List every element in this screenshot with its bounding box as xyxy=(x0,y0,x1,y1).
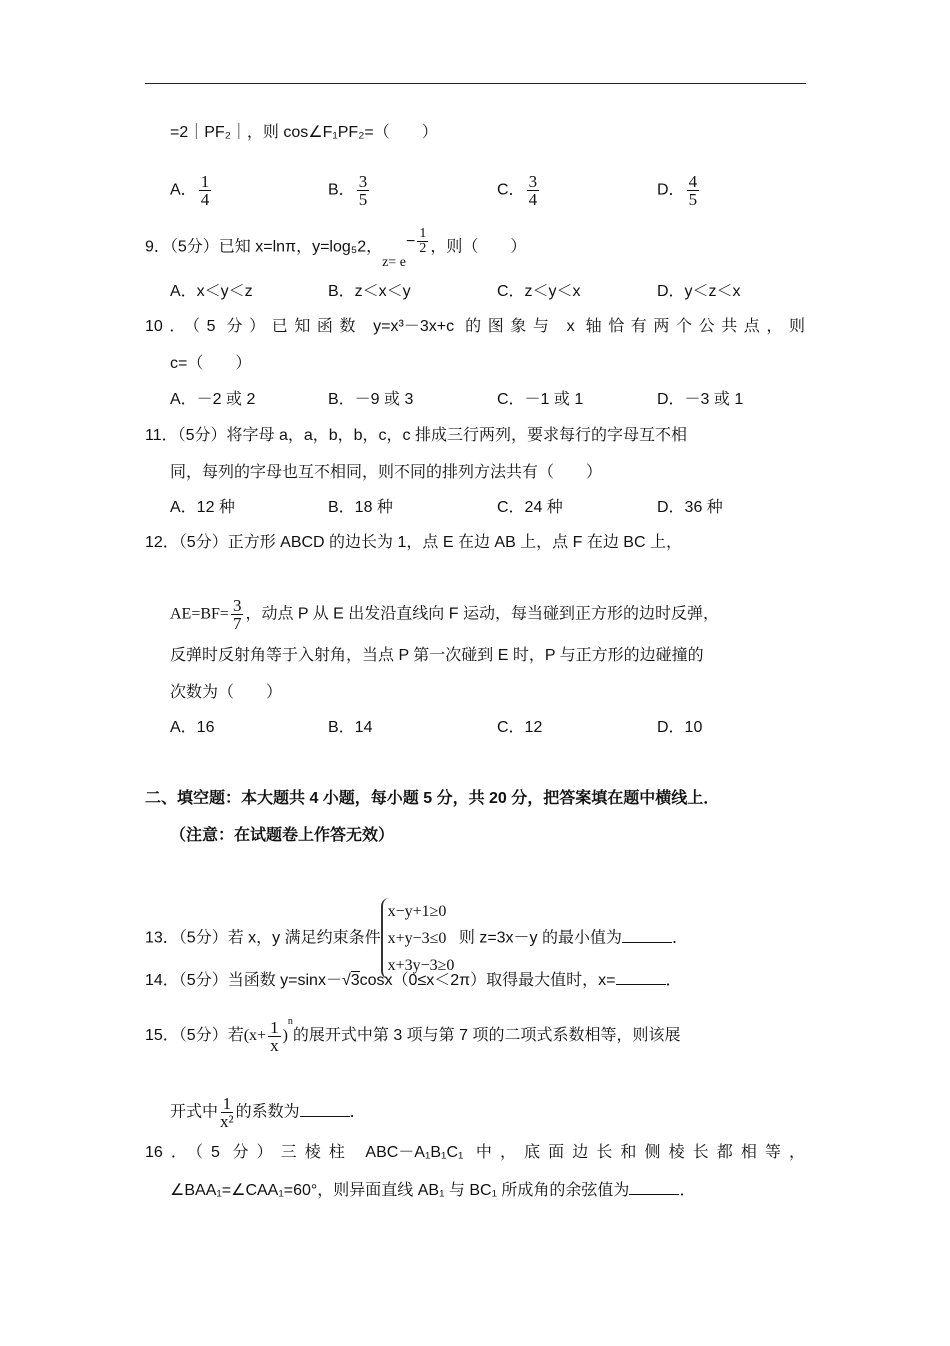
q10-option-c[interactable]: C．－1 或 1 xyxy=(497,391,584,408)
section-heading: 二、填空题：本大题共 4 小题，每小题 5 分，共 20 分，把答案填在题中横线上． xyxy=(145,790,720,807)
q11-stem-line1: 11．（5分）将字母 a，a，b，b，c，c 排成三行两列，要求每行的字母互不相 xyxy=(145,427,687,444)
q8-option-c[interactable]: C． $\frac{3}{4}$ xyxy=(497,172,538,209)
q9-option-c[interactable]: C．z＜y＜x xyxy=(497,283,581,300)
header-rule xyxy=(145,83,806,84)
q10-option-b[interactable]: B．－9 或 3 xyxy=(328,391,414,408)
answer-blank[interactable] xyxy=(622,942,672,943)
q8-option-a[interactable]: A． $\frac{1}{4}$ xyxy=(170,172,210,209)
q11-option-b[interactable]: B．18 种 xyxy=(328,499,393,516)
q9-option-d[interactable]: D．y＜z＜x xyxy=(657,283,741,300)
q11-option-c[interactable]: C．24 种 xyxy=(497,499,563,516)
answer-blank[interactable] xyxy=(629,1194,679,1195)
q9-option-b[interactable]: B．z＜x＜y xyxy=(328,283,411,300)
answer-blank[interactable] xyxy=(616,984,666,985)
q12-stem-line4: 次数为（ ） xyxy=(170,684,283,701)
q12-stem-line1: 12．（5分）正方形 ABCD 的边长为 1，点 E 在边 AB 上，点 F 在边 BC 上， xyxy=(145,534,682,551)
section-note: （注意：在试题卷上作答无效） xyxy=(170,827,395,844)
q13-stem: 13．（5分）若 x，y 满足约束条件 x−y+1≥0 x+y−3≤0 x+3y−3≥0 则 z=3x－y 的最小值为 ． xyxy=(145,898,688,979)
q10-stem-line1: 10．（5 分）已知函数 y=x³－3x+c 的图象与 x 轴恰有两个公共点，则 xyxy=(145,318,805,335)
q15-stem-line1: 15．（5分）若(x+ $\frac{1}{x}$ )$^n$的展开式中第 3 项与第 7 项的二项式系数相等，则该展 xyxy=(145,1015,681,1055)
q9-stem: 9．（5分）已知 x=lnπ，y=log₅2，z= e− $\frac{1}{2}$ ，则（ ） xyxy=(145,226,527,270)
q11-option-d[interactable]: D．36 种 xyxy=(657,499,723,516)
q8-option-d[interactable]: D． $\frac{4}{5}$ xyxy=(657,172,698,209)
q16-stem-line2: ∠BAA₁=∠CAA₁=60°，则异面直线 AB₁ 与 BC₁ 所成角的余弦值为 ． xyxy=(170,1182,696,1199)
q16-stem-line1: 16．（5 分）三棱柱 ABC－A₁B₁C₁ 中，底面边长和侧棱长都相等， xyxy=(145,1144,805,1161)
q10-option-d[interactable]: D．－3 或 1 xyxy=(657,391,744,408)
q12-stem-line2: AE=BF= $\frac{3}{7}$ ，动点 P 从 E 出发沿直线向 F 运动，每当碰到正方形的边时反弹， xyxy=(170,596,719,633)
q10-stem-line2: c=（ ） xyxy=(170,355,252,372)
q8-option-b[interactable]: B． $\frac{3}{5}$ xyxy=(328,172,368,209)
q12-option-b[interactable]: B．14 xyxy=(328,719,373,736)
q8-stem: =2｜PF₂｜，则 cos∠F₁PF₂=（ ） xyxy=(170,124,438,141)
q12-option-a[interactable]: A．16 xyxy=(170,719,215,736)
constraint-system: x−y+1≥0 x+y−3≤0 x+3y−3≥0 xyxy=(381,898,455,979)
q15-stem-line2: 开式中 $\frac{1}{\text{x²}}$ 的系数为 ． xyxy=(170,1094,366,1131)
q10-option-a[interactable]: A．－2 或 2 xyxy=(170,391,256,408)
q12-stem-line3: 反弹时反射角等于入射角，当点 P 第一次碰到 E 时，P 与正方形的边碰撞的 xyxy=(170,647,704,664)
q14-stem: 14．（5分）当函数 y=sinx－√3cosx（0≤x＜2π）取得最大值时，x= ． xyxy=(145,972,682,989)
q12-option-d[interactable]: D．10 xyxy=(657,719,703,736)
q12-option-c[interactable]: C．12 xyxy=(497,719,543,736)
q9-option-a[interactable]: A．x＜y＜z xyxy=(170,283,253,300)
answer-blank[interactable] xyxy=(300,1116,350,1117)
q11-option-a[interactable]: A．12 种 xyxy=(170,499,235,516)
q11-stem-line2: 同，每列的字母也互不相同，则不同的排列方法共有（ ） xyxy=(170,464,603,481)
